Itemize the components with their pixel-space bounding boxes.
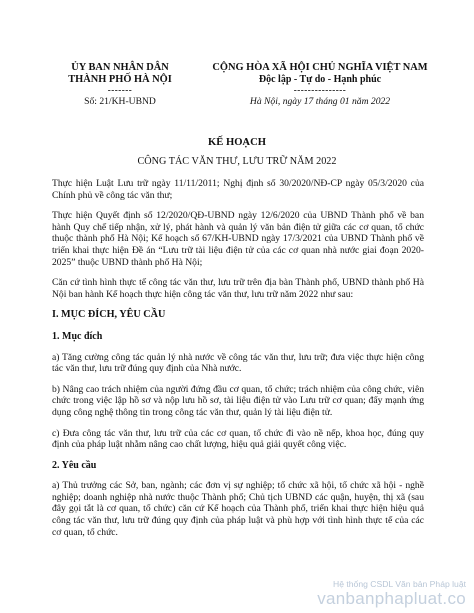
watermark-caption: Hệ thống CSDL Văn bản Pháp luật <box>333 579 466 589</box>
authority-line-2: THÀNH PHỐ HÀ NỘI <box>68 74 172 85</box>
issuing-authority <box>50 62 190 95</box>
document-number: Số: 21/KH-UBND <box>84 96 156 107</box>
purpose-heading: 1. Mục đích <box>52 330 103 342</box>
authority-rule: ------- <box>107 85 133 95</box>
nation-motto: Độc lập - Tự do - Hạnh phúc <box>258 74 382 85</box>
intro-paragraph-2: Thực hiện Quyết định số 12/2020/QĐ-UBND ngày 12/6/2020 của UBND Thành phố về ban hành Quy chế tiếp nhận, xử lý, phát hành và quản lý văn bản điện tử giữa các cơ quan, tổ chức thuộc thành phố Hà Nội; Kế hoạch số 67/KH-UBND ngày 17/3/2021 của UBND Thành phố về triển khai thực hiện Đề án “Lưu trữ tài liệu điện tử của các cơ quan nhà nước giai đoạn 2020-2025” thuộc UBND thành phố Hà Nội; <box>52 210 424 268</box>
requirement-item-a: a) Thủ trưởng các Sở, ban, ngành; các đơn vị sự nghiệp; tổ chức xã hội, tổ chức xã hội - nghề nghiệp; doanh nghiệp nhà nước thuộc Thành phố; Chủ tịch UBND các quận, huyện, thị xã (sau đây gọi tắt là cơ quan, tổ chức) căn cứ Kế hoạch của Thành phố, triển khai thực hiện hiệu quả công tác văn thư, lưu trữ đúng quy định của pháp luật và phù hợp với tình hình thực tế của các cơ quan, tổ chức. <box>52 480 424 538</box>
national-title <box>200 62 440 95</box>
authority-line-1: ỦY BAN NHÂN DÂN <box>71 62 169 73</box>
document-body <box>52 178 424 547</box>
section-heading: I. MỤC ĐÍCH, YÊU CẦU <box>52 309 166 321</box>
document-title: KẾ HOẠCH <box>208 137 266 148</box>
nation-line-1: CỘNG HÒA XÃ HỘI CHỦ NGHĨA VIỆT NAM <box>212 62 428 73</box>
purpose-item-c: c) Đưa công tác văn thư, lưu trữ của các cơ quan, tổ chức đi vào nề nếp, khoa học, đúng quy định của pháp luật nhằm nâng cao chất lượng, hiệu quả giải quyết công việc. <box>52 427 424 451</box>
purpose-item-a: a) Tăng cường công tác quản lý nhà nước về công tác văn thư, lưu trữ; đưa việc thực hiện công tác văn thư, lưu trữ đúng quy định của Nhà nước. <box>52 351 424 375</box>
nation-rule: --------------- <box>293 85 347 95</box>
purpose-item-b: b) Nâng cao trách nhiệm của người đứng đầu cơ quan, tổ chức; trách nhiệm của công chức, viên chức trong việc lập hồ sơ và nộp lưu hồ sơ, tài liệu điện tử vào Lưu trữ cơ quan; đẩy mạnh ứng dụng công nghệ thông tin trong công tác văn thư, quản lý tài liệu điện tử. <box>52 383 424 418</box>
intro-paragraph-3: Căn cứ tình hình thực tế công tác văn thư, lưu trữ trên địa bàn Thành phố, UBND thành phố Hà Nội ban hành Kế hoạch thực hiện công tác văn thư, lưu trữ năm 2022 như sau: <box>52 277 424 300</box>
intro-paragraph-1: Thực hiện Luật Lưu trữ ngày 11/11/2011; Nghị định số 30/2020/NĐ-CP ngày 05/3/2020 của Chính phủ về công tác văn thư; <box>52 178 424 201</box>
place-date: Hà Nội, ngày 17 tháng 01 năm 2022 <box>249 96 391 107</box>
document-subtitle: CÔNG TÁC VĂN THƯ, LƯU TRỮ NĂM 2022 <box>137 156 337 167</box>
watermark-site: vanbanphapluat.co <box>317 589 466 608</box>
requirement-heading: 2. Yêu cầu <box>52 459 97 471</box>
